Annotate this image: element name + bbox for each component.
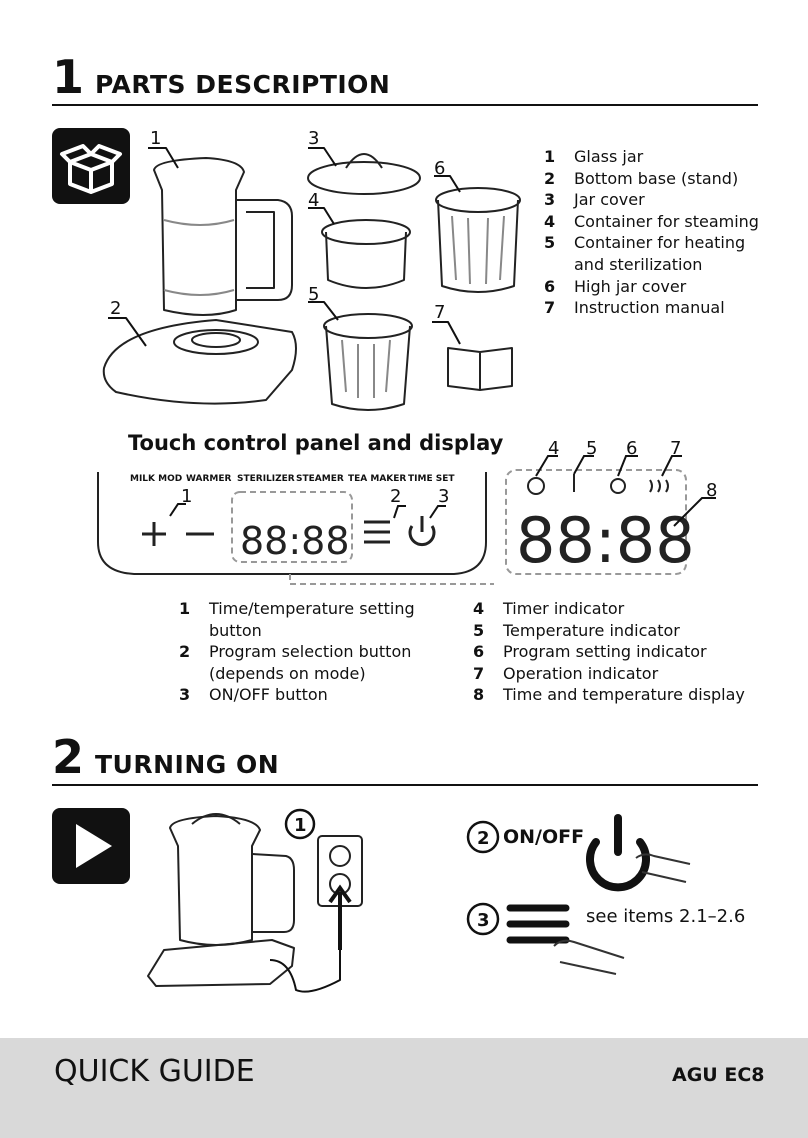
legend-item: 8 Time and temperature display	[473, 685, 745, 705]
footer-model: AGU EC8	[672, 1064, 765, 1086]
hand-icon	[554, 941, 624, 974]
kettle-base	[148, 940, 294, 986]
power-icon[interactable]	[584, 812, 704, 892]
parts-list	[544, 146, 759, 319]
legend-right	[473, 598, 773, 706]
section-1-title: PARTS DESCRIPTION	[95, 70, 391, 99]
footer	[0, 1038, 808, 1138]
legend-item: 3 ON/OFF button	[179, 685, 328, 705]
legend-item: 2 Program selection button (depends on mode)	[179, 642, 412, 683]
legend-item: 7 Operation indicator	[473, 663, 659, 683]
mode-steamer: STEAMER	[296, 474, 344, 484]
callout-6: 6	[434, 158, 446, 179]
menu-icon	[364, 522, 390, 542]
svg-text:3: 3	[477, 910, 490, 931]
callout-2: 2	[110, 298, 122, 319]
callout-7: 7	[434, 302, 446, 323]
display-callout-7: 7	[670, 438, 682, 459]
legend-item: 1 Time/temperature setting button	[179, 599, 415, 640]
timer-icon	[528, 478, 544, 494]
display-digits: 88:88	[516, 504, 695, 577]
section-1-rule	[52, 104, 758, 106]
parts-list-item: 1 Glass jar	[544, 147, 644, 166]
parts-list-item: 7 Instruction manual	[544, 298, 725, 318]
parts-list-item: 4 Container for steaming	[544, 211, 759, 231]
step-3-label: see items 2.1–2.6	[586, 906, 746, 927]
power-icon	[410, 516, 434, 545]
on-off-label: ON/OFF	[503, 826, 585, 848]
step-1-number: 1	[294, 815, 307, 836]
parts-list-item: 6 High jar cover	[544, 276, 687, 296]
parts-list-item: 3 Jar cover	[544, 190, 645, 210]
control-panel-diagram	[94, 462, 494, 592]
step-2-number-badge	[466, 820, 500, 854]
plus-icon	[142, 522, 166, 546]
gear-icon	[611, 479, 625, 493]
svg-text:2: 2	[477, 828, 490, 849]
display-callout-6: 6	[626, 438, 638, 459]
step-3-number-badge	[466, 902, 500, 936]
legend-item: 4 Timer indicator	[473, 599, 625, 618]
kettle-jar	[170, 816, 260, 945]
mode-milk: MILK MOD	[130, 474, 183, 484]
section-2-rule	[52, 784, 758, 786]
display-callout-4: 4	[548, 438, 560, 459]
display-diagram	[502, 430, 738, 580]
callout-4: 4	[308, 190, 320, 211]
legend-left	[179, 598, 429, 706]
mode-sterilizer: STERILIZER	[237, 474, 295, 484]
parts-list-item: 2 Bottom base (stand)	[544, 168, 739, 188]
mode-warmer: WARMER	[186, 474, 232, 484]
mode-time: TIME SET	[408, 474, 455, 484]
section-2-number: 2	[52, 730, 85, 784]
callout-3: 3	[308, 128, 320, 149]
display-callout-5: 5	[586, 438, 598, 459]
display-callout-8: 8	[706, 480, 718, 501]
panel-digits: 88:88	[240, 519, 350, 563]
panel-callout-2: 2	[390, 486, 402, 507]
panel-callout-1: 1	[181, 486, 193, 507]
bottom-base	[104, 320, 296, 404]
panel-callout-3: 3	[438, 486, 450, 507]
callout-1: 1	[150, 128, 162, 149]
legend-item: 5 Temperature indicator	[473, 620, 680, 640]
parts-list-item: 5 Container for heating and sterilization	[544, 233, 746, 274]
callout-5: 5	[308, 284, 320, 305]
parts-diagram	[96, 120, 536, 420]
turning-on-diagram	[140, 800, 380, 1000]
section-1-number: 1	[52, 50, 85, 104]
high-jar-cover	[438, 200, 518, 292]
mode-tea: TEA MAKER	[348, 474, 407, 484]
footer-title: QUICK GUIDE	[54, 1054, 255, 1089]
section-2-title: TURNING ON	[95, 750, 280, 779]
legend-item: 6 Program setting indicator	[473, 642, 707, 662]
panel-title: Touch control panel and display	[128, 431, 504, 455]
instruction-manual	[448, 348, 512, 390]
jar-cover	[308, 162, 420, 194]
play-icon	[52, 808, 130, 884]
steam-icon	[650, 480, 668, 492]
